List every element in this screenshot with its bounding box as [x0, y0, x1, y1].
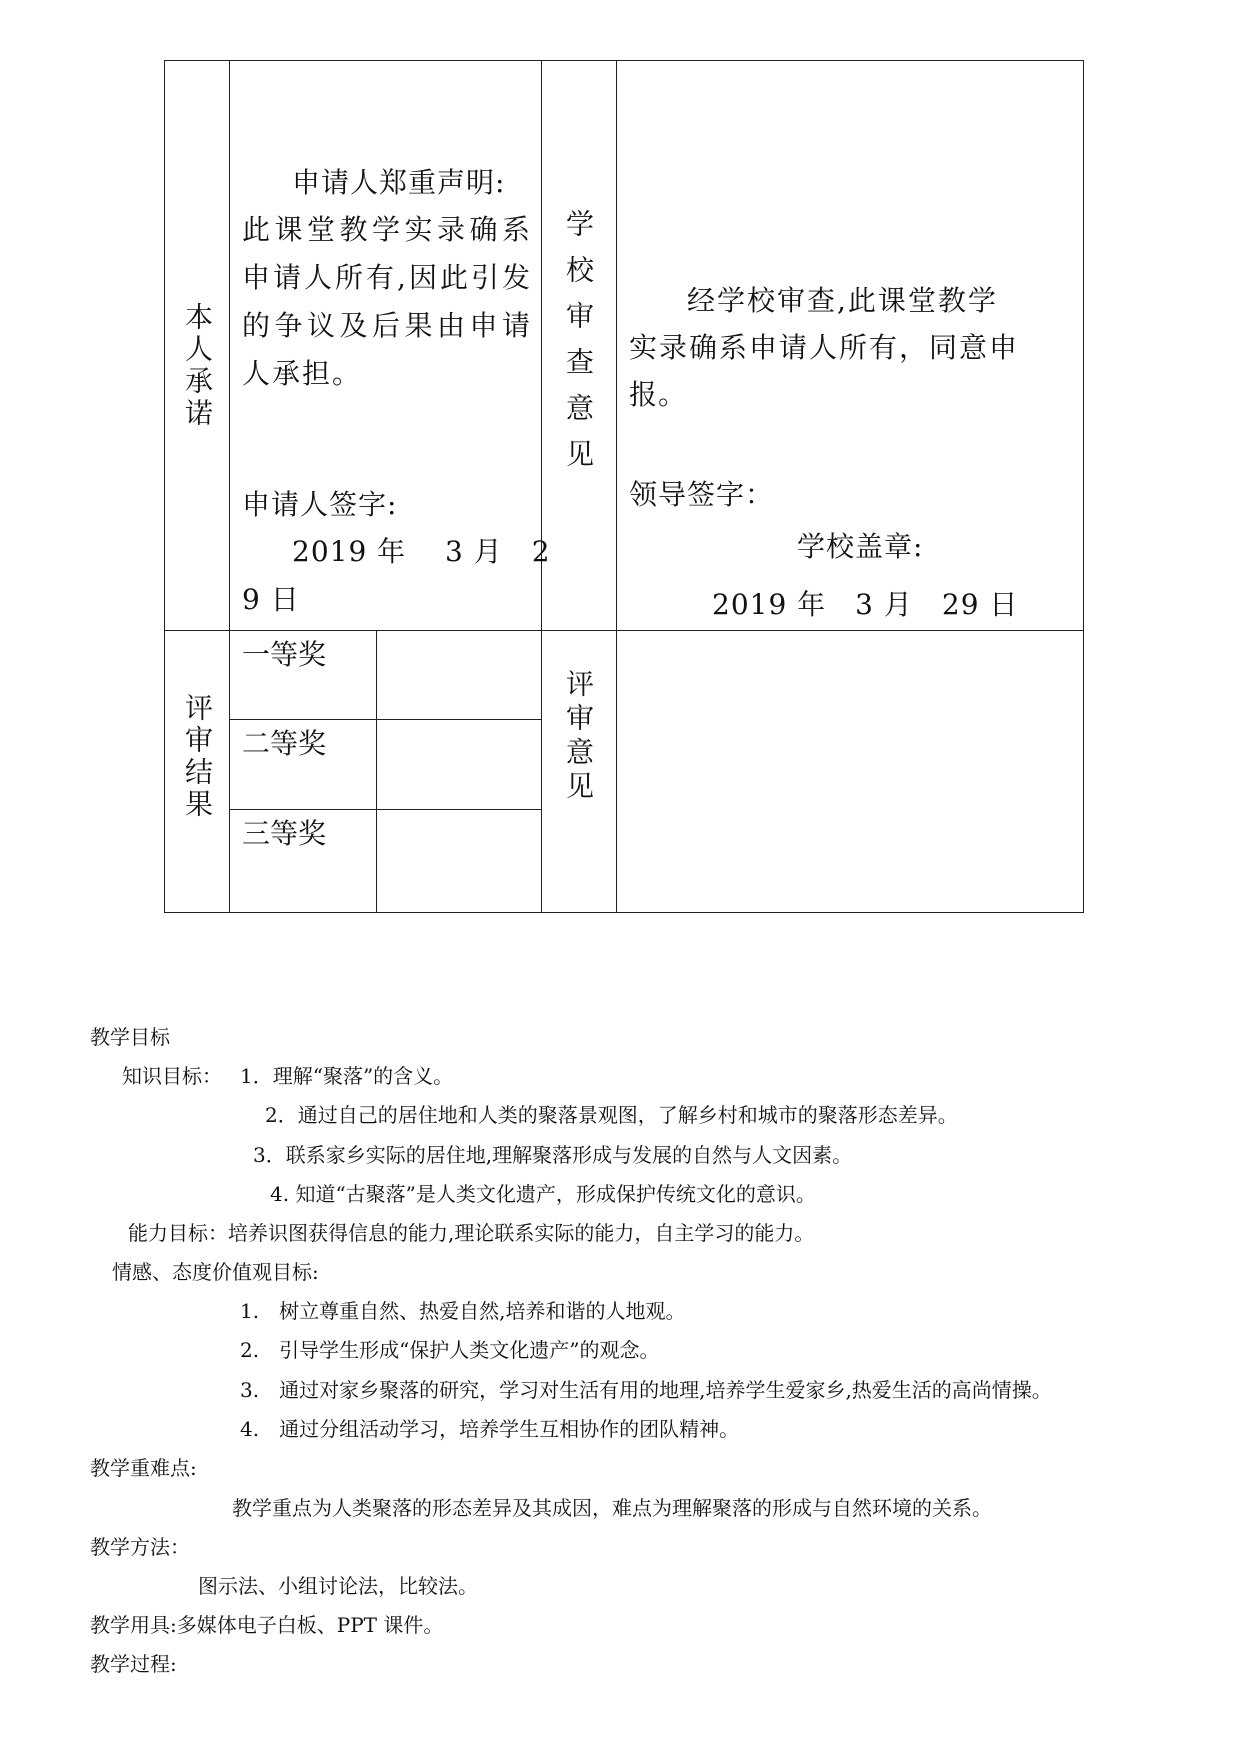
school-opinion-line3: 报。 [629, 378, 688, 411]
declaration-body: 此课堂教学实录确系申请人所有,因此引发的争议及后果由申请人承担。 [242, 213, 532, 390]
table-border-bottom [164, 912, 1084, 913]
result-label-cell [165, 631, 229, 912]
prize-third-cell [230, 810, 376, 912]
methods-text: 图示法、小组讨论法，比较法。 [198, 1574, 478, 1598]
key-points-heading: 教学重难点: [90, 1456, 197, 1480]
knowledge-item-4: 4. 知道“古聚落”是人类文化遗产，形成保护传统文化的意识。 [270, 1182, 816, 1206]
school-review-label: 学校审查意见 [562, 209, 595, 485]
prize-third-label: 三等奖 [242, 817, 327, 850]
school-opinion-line1: 经学校审查,此课堂教学 [687, 284, 998, 317]
emotion-item-1: 1. 树立尊重自然、热爱自然,培养和谐的人地观。 [240, 1299, 686, 1323]
process-heading: 教学过程: [90, 1652, 177, 1676]
result-label: 评审结果 [181, 692, 214, 821]
leader-sign-label: 领导签字： [629, 478, 775, 511]
review-opinion-label-cell [542, 631, 616, 912]
declaration-heading: 申请人郑重声明: [292, 166, 506, 199]
review-opinion-label: 评审意见 [562, 669, 595, 805]
school-date: 2019 年 3 月 29 日 [712, 588, 1019, 621]
prize-first-label: 一等奖 [242, 638, 327, 671]
applicant-date-line2: 9 日 [242, 583, 300, 616]
commitment-label-cell [165, 61, 229, 630]
school-opinion-line2: 实录确系申请人所有，同意申 [629, 331, 1020, 364]
commitment-label: 本人承诺 [181, 301, 214, 430]
review-opinion-content [617, 631, 1083, 912]
application-table [164, 60, 1084, 913]
tools-line: 教学用具:多媒体电子白板、PPT 课件。 [90, 1613, 444, 1637]
prize-first-value [377, 631, 541, 719]
emotion-item-3: 3. 通过对家乡聚落的研究，学习对生活有用的地理,培养学生爱家乡,热爱生活的高尚情操。 [240, 1378, 1052, 1402]
school-opinion-cell [617, 61, 1083, 630]
knowledge-label: 知识目标： [122, 1064, 222, 1088]
emotion-heading: 情感、态度价值观目标: [112, 1260, 319, 1284]
prize-third-value [377, 810, 541, 912]
prize-first-cell [230, 631, 376, 719]
objectives-heading: 教学目标 [90, 1025, 170, 1049]
key-points-text: 教学重点为人类聚落的形态差异及其成因，难点为理解聚落的形成与自然环境的关系。 [232, 1496, 992, 1520]
table-border-right [1083, 60, 1084, 913]
school-seal-label: 学校盖章: [797, 530, 924, 563]
emotion-item-2: 2. 引导学生形成“保护人类文化遗产”的观念。 [240, 1338, 660, 1362]
declaration-cell [230, 61, 551, 630]
school-review-label-cell [542, 61, 616, 630]
applicant-sign-label: 申请人签字: [242, 488, 398, 521]
methods-heading: 教学方法： [90, 1535, 190, 1559]
knowledge-item-3: 3．联系家乡实际的居住地,理解聚落形成与发展的自然与人文因素。 [253, 1143, 853, 1167]
knowledge-item-2: 2．通过自己的居住地和人类的聚落景观图，了解乡村和城市的聚落形态差异。 [265, 1103, 958, 1127]
emotion-item-4: 4. 通过分组活动学习，培养学生互相协作的团队精神。 [240, 1417, 740, 1441]
prize-second-cell [230, 720, 376, 809]
knowledge-item-1: 1．理解“聚落”的含义。 [240, 1064, 454, 1088]
applicant-date-line1: 2019 年 3 月 2 [292, 535, 551, 568]
prize-second-value [377, 720, 541, 809]
prize-second-label: 二等奖 [242, 727, 327, 760]
ability-objective: 能力目标：培养识图获得信息的能力,理论联系实际的能力，自主学习的能力。 [128, 1221, 815, 1245]
